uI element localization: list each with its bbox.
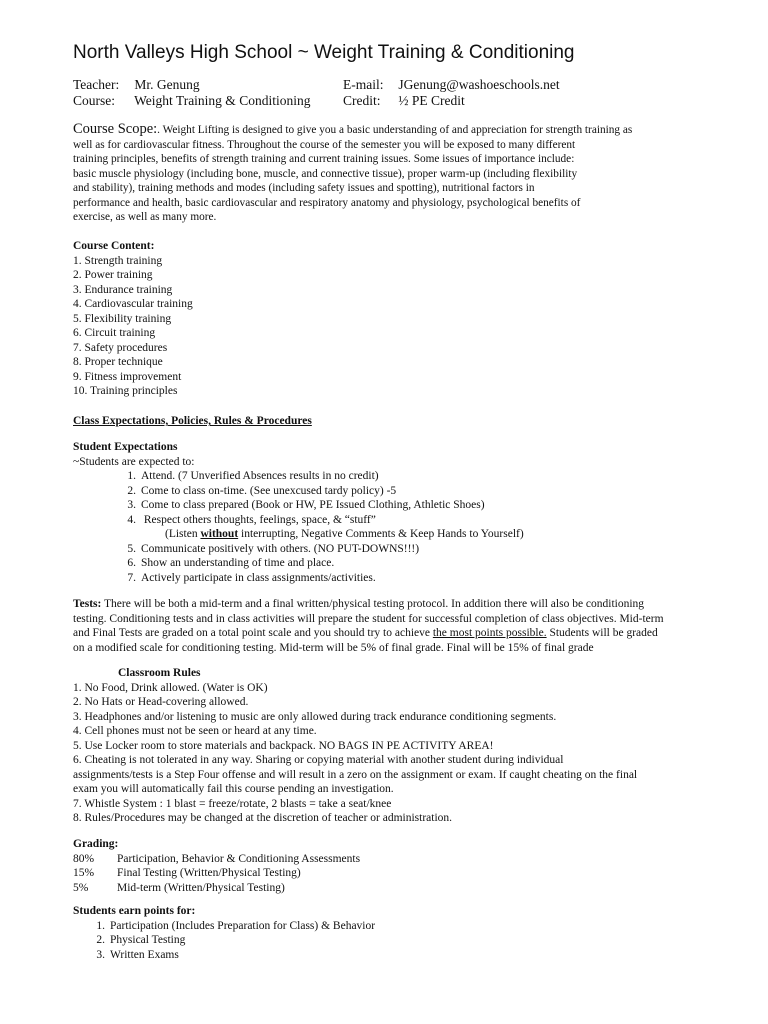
points-item: 2. Physical Testing [96, 934, 186, 946]
rule-line: assignments/tests is a Step Four offense and will result in a zero on the assignment or exam. If caught cheating on the final [73, 768, 638, 781]
course-label: Course: [73, 93, 115, 108]
rule-line: 1. No Food, Drink allowed. (Water is OK) [73, 681, 268, 694]
rules-heading: Classroom Rules [118, 667, 201, 679]
email-value: JGenung@washoeschools.net [398, 77, 560, 92]
rule-line: 7. Whistle System : 1 blast = freeze/rotate, 2 blasts = take a seat/knee [73, 797, 392, 810]
scope-line: basic muscle physiology (including bone, muscle, and connective tissue), proper warm-up (including flexibility [73, 167, 578, 180]
credit-label: Credit: [343, 93, 381, 108]
course-name: Weight Training & Conditioning [134, 93, 311, 108]
expectation-item: 5. Communicate positively with others. (NO PUT-DOWNS!!!) [127, 542, 420, 555]
scope-line: and stability), training methods and modes (including safety issues and spotting), nutritional factors in [73, 182, 535, 194]
course-scope [73, 122, 713, 225]
rule-line: 4. Cell phones must not be seen or heard at any time. [73, 725, 317, 737]
grading-heading: Grading: [73, 838, 119, 850]
scope-line: training principles, benefits of strength training and current training issues. Some issues of importance include: [73, 153, 575, 165]
points-item: 3. Written Exams [96, 948, 179, 961]
rule-line: exam you will automatically fail this course pending an investigation. [73, 783, 394, 795]
tests-section [73, 597, 664, 655]
rule-line: 5. Use Locker room to store materials and backpack. NO BAGS IN PE ACTIVITY AREA! [73, 739, 494, 752]
teacher-label: Teacher: [73, 77, 120, 92]
credit-value: ½ PE Credit [398, 93, 465, 108]
scope-line: well as for cardiovascular fitness. Throughout the course of the semester you will be exposed to many different [73, 138, 576, 151]
tests-line: Tests: There will be both a mid-term and a final written/physical testing protocol. In addition there will also be conditioning [73, 598, 645, 610]
content-heading: Course Content: [73, 240, 155, 252]
expectation-item: 1. Attend. (7 Unverified Absences results in no credit) [127, 470, 379, 482]
expectation-item: 6. Show an understanding of time and place. [127, 557, 335, 569]
expectations-heading: Student Expectations [73, 441, 178, 453]
email-row [343, 77, 560, 93]
grading-item: 5% Mid-term (Written/Physical Testing) [73, 881, 285, 894]
course-content [73, 239, 193, 399]
tests-line: testing. Conditioning tests and in class activities will prepare the student for successful completion of class objectives. Mid-term [73, 612, 664, 625]
grading-item: 80% Participation, Behavior & Conditioning Assessments [73, 852, 361, 865]
scope-line: Course Scope:. Weight Lifting is designed to give you a basic understanding of and appreciation for strength training as [73, 121, 633, 137]
email-label: E-mail: [343, 77, 384, 92]
tests-line: on a modified scale for conditioning testing. Mid-term will be 5% of final grade. Final will be 15% of final grade [73, 641, 594, 654]
expectation-item: 3. Come to class prepared (Book or HW, PE Issued Clothing, Athletic Shoes) [127, 499, 485, 511]
content-item: 4. Cardiovascular training [73, 298, 193, 310]
tests-label: Tests: [73, 598, 102, 610]
scope-line: performance and health, basic cardiovascular and respiratory anatomy and physiology, psychological benefits of [73, 196, 581, 209]
content-item: 1. Strength training [73, 254, 163, 267]
scope-line: exercise, as well as many more. [73, 211, 217, 223]
expectation-item: 7. Actively participate in class assignments/activities. [127, 571, 376, 584]
grading-section [73, 837, 360, 895]
rule-line: 6. Cheating is not tolerated in any way. Sharing or copying material with another student during individual [73, 754, 564, 766]
content-item: 3. Endurance training [73, 283, 173, 296]
expectation-subnote: (Listen without interrupting, Negative Comments & Keep Hands to Yourself) [165, 528, 524, 540]
classroom-rules [73, 666, 637, 826]
document-title: North Valleys High School ~ Weight Training & Conditioning [73, 42, 575, 63]
policies-section [73, 414, 312, 429]
rule-line: 3. Headphones and/or listening to music are only allowed during track endurance conditioning segments. [73, 710, 557, 723]
expectations-intro: ~Students are expected to: [73, 455, 195, 468]
teacher-name: Mr. Genung [134, 77, 200, 92]
content-item: 8. Proper technique [73, 356, 163, 368]
points-item: 1. Participation (Includes Preparation for Class) & Behavior [96, 919, 376, 932]
content-item: 9. Fitness improvement [73, 370, 182, 383]
content-item: 2. Power training [73, 269, 153, 281]
credit-row [343, 93, 465, 109]
course-row [73, 93, 310, 109]
points-section [73, 904, 375, 962]
teacher-row [73, 77, 200, 93]
content-item: 10. Training principles [73, 385, 178, 397]
tests-line: and Final Tests are graded on a total point scale and you should try to achieve the most points possible. Students will be graded [73, 627, 658, 639]
points-heading: Students earn points for: [73, 905, 196, 917]
expectation-item: 4. Respect others thoughts, feelings, space, & “stuff” [127, 513, 376, 526]
rule-line: 8. Rules/Procedures may be changed at the discretion of teacher or administration. [73, 812, 453, 824]
scope-heading: Course Scope: [73, 121, 158, 137]
student-expectations [73, 440, 524, 585]
grading-item: 15% Final Testing (Written/Physical Testing) [73, 867, 301, 879]
content-item: 7. Safety procedures [73, 341, 168, 354]
content-item: 5. Flexibility training [73, 312, 172, 325]
expectation-item: 2. Come to class on-time. (See unexcused tardy policy) -5 [127, 484, 397, 497]
rule-line: 2. No Hats or Head-covering allowed. [73, 696, 249, 708]
policies-heading: Class Expectations, Policies, Rules & Procedures [73, 415, 312, 427]
content-item: 6. Circuit training [73, 327, 156, 339]
